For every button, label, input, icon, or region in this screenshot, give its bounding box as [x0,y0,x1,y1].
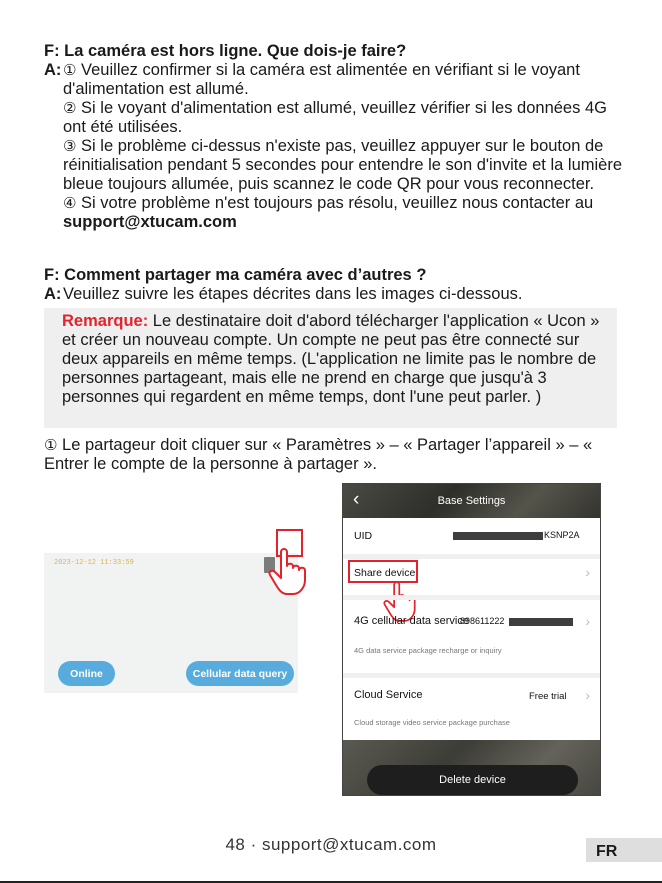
note-box [44,308,617,428]
cloud-service-row[interactable] [343,689,600,729]
share-device-highlight-box [348,560,418,583]
base-settings-screenshot [342,483,601,796]
divider [343,595,600,600]
cellular-data-query-button[interactable]: Cellular data query [186,661,294,686]
cellular-service-row[interactable] [343,615,600,655]
answer-item-3 [63,137,624,194]
answer-prefix: A: [44,61,62,79]
step-1-text: Le partageur doit cliquer sur « Paramètres » – « Partager l’appareil » – « Entrer le compte de la personne à partager ». [44,436,593,473]
answer-item-1 [63,61,624,99]
answer-text: Si le problème ci-dessus n'existe pas, veuillez appuyer sur le bouton de réinitialisation pendant 5 secondes pour entendre le son d'invite et la lumière bleue toujours allumée, puis scannez le code QR pour vous reconnecter. [63,137,623,193]
settings-title: Base Settings [437,495,506,507]
uid-suffix: KSNP2A [544,530,580,540]
circled-number: ③ [63,137,77,155]
uid-label: UID [354,530,373,542]
faq-offline-question: F: La caméra est hors ligne. Que dois-je faire? [44,42,407,60]
camera-view-screenshot [44,553,298,693]
video-timestamp: 2023-12-12 11:33:59 [54,559,134,567]
cloud-service-value: Free trial [529,691,567,702]
faq-share-question: F: Comment partager ma caméra avec d’autres ? [44,266,427,284]
answer-text: Si le voyant d'alimentation est allumé, veuillez vérifier si les données 4G ont été utilisées. [63,99,607,136]
settings-header [343,484,600,518]
cellular-service-subtitle: 4G data service package recharge or inquiry [354,646,502,655]
share-device-label: Share device [354,567,416,579]
answer-text: Veuillez confirmer si la caméra est alimentée en vérifiant si le voyant d'alimentation est allumé. [63,61,580,98]
redacted-uid [453,532,543,540]
pointing-hand-icon [268,548,310,596]
answer-item-2 [63,99,624,137]
online-button[interactable]: Online [58,661,115,686]
note-text: Le destinataire doit d'abord télécharger l'application « Ucon » et créer un nouveau compte. Un compte ne peut pas être connecté sur deux appareils en même temps. (L'application ne limite pas le nombre de personnes partageant, mais elle ne prend en charge que jusqu'à 3 personnes qui regardent en même temps, dont l'une peut parler. ) [62,312,600,406]
page-footer: 48 · support@xtucam.com [225,835,437,854]
back-arrow-icon[interactable]: ‹ [353,489,360,510]
note-label: Remarque: [62,312,149,330]
circled-number: ① [44,436,58,454]
cloud-service-subtitle: Cloud storage video service package purchase [354,718,510,727]
chevron-right-icon: › [585,687,590,703]
faq-offline [44,42,624,232]
step-1 [44,436,624,474]
faq-share [44,266,624,304]
bottom-background [343,740,600,796]
cloud-service-label: Cloud Service [354,689,423,701]
uid-row [343,530,600,550]
support-email: support@xtucam.com [63,213,237,231]
circled-number: ② [63,99,77,117]
redacted-number [509,618,573,626]
answer-text: Veuillez suivre les étapes décrites dans les images ci-dessous. [63,285,523,303]
language-badge: FR [586,838,662,862]
chevron-right-icon: › [585,564,590,580]
divider [343,554,600,559]
delete-device-button[interactable]: Delete device [367,765,578,795]
answer-item-4 [63,194,624,213]
cellular-service-value: 898611222 [460,616,505,626]
circled-number: ④ [63,194,77,212]
divider [343,673,600,678]
answer-prefix: A: [44,285,62,303]
cellular-service-label: 4G cellular data service [354,615,469,627]
answer-text: Si votre problème n'est toujours pas résolu, veuillez nous contacter au [76,194,594,212]
chevron-right-icon: › [585,613,590,629]
circled-number: ① [63,61,77,79]
